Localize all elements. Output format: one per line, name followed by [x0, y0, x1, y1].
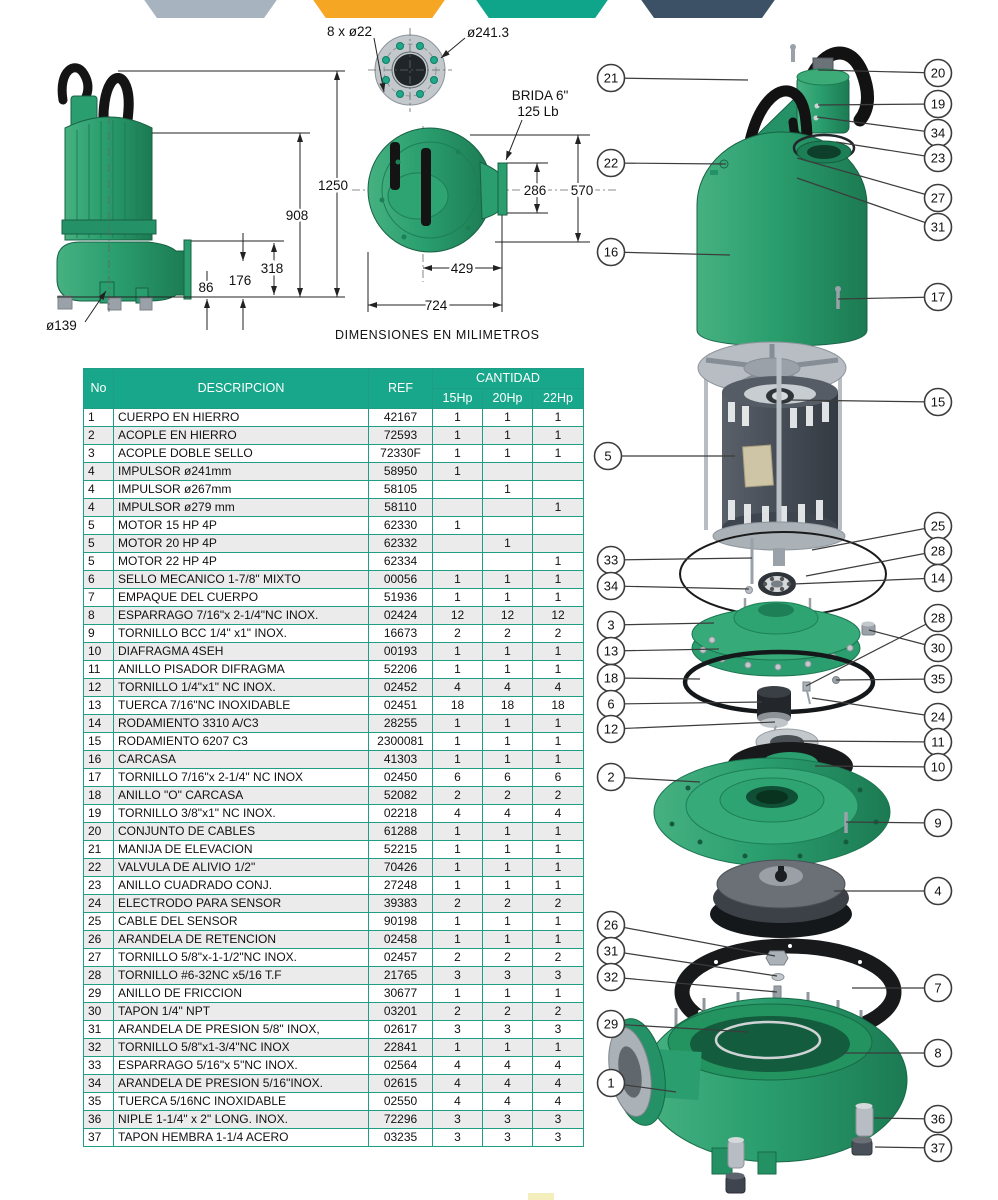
dimensions-note: DIMENSIONES EN MILIMETROS: [335, 328, 540, 342]
svg-text:4: 4: [934, 883, 942, 899]
dim-label-429: 429: [450, 261, 474, 276]
iron-coupling: [654, 758, 890, 866]
svg-text:2: 2: [607, 769, 615, 785]
table-row: 27 TORNILLO 5/8"x-1-1/2"NC INOX. 02457 2 2 2: [84, 949, 584, 967]
callout-35: [836, 666, 952, 693]
svg-text:12: 12: [603, 721, 619, 737]
table-row: 13 TUERCA 7/16"NC INOXIDABLE 02451 18 18 18: [84, 697, 584, 715]
svg-text:18: 18: [603, 670, 619, 686]
handle-strap-icon: [390, 142, 400, 190]
callout-33: [598, 547, 753, 574]
front-view-drawing: [335, 88, 618, 342]
svg-text:27: 27: [930, 190, 946, 206]
table-row: 4 IMPULSOR ø241mm 58950 1: [84, 463, 584, 481]
table-row: 26 ARANDELA DE RETENCION 02458 1 1 1: [84, 931, 584, 949]
table-row: 22 VALVULA DE ALIVIO 1/2" 70426 1 1 1: [84, 859, 584, 877]
impeller: [710, 860, 852, 938]
table-row: 2 ACOPLE EN HIERRO 72593 1 1 1: [84, 427, 584, 445]
table-row: 7 EMPAQUE DEL CUERPO 51936 1 1 1: [84, 589, 584, 607]
svg-text:32: 32: [603, 969, 619, 985]
niple: [856, 1106, 873, 1136]
discharge-flange: [184, 240, 191, 299]
col-header-ref: REF: [369, 369, 433, 409]
svg-text:16: 16: [603, 244, 619, 260]
table-row: 10 DIAFRAGMA 4SEH 00193 1 1 1: [84, 643, 584, 661]
callout-37: [875, 1135, 952, 1162]
table-row: 8 ESPARRAGO 7/16"x 2-1/4"NC INOX. 02424 12 12 12: [84, 607, 584, 625]
svg-text:34: 34: [930, 125, 946, 141]
dim-label-908: 908: [285, 208, 309, 223]
handle-strap-icon: [421, 148, 431, 226]
table-row: 20 CONJUNTO DE CABLES 61288 1 1 1: [84, 823, 584, 841]
table-row: 5 MOTOR 15 HP 4P 62330 1: [84, 517, 584, 535]
dim-label-286: 286: [523, 183, 547, 198]
table-row: 25 CABLE DEL SENSOR 90198 1 1 1: [84, 913, 584, 931]
mechanical-seal: [757, 686, 791, 735]
motor-label: [743, 445, 774, 487]
svg-text:13: 13: [603, 643, 619, 659]
dim-label-176: 176: [228, 273, 252, 288]
table-row: 5 MOTOR 20 HP 4P 62332 1: [84, 535, 584, 553]
table-row: 24 ELECTRODO PARA SENSOR 39383 2 2 2: [84, 895, 584, 913]
svg-text:10: 10: [930, 759, 946, 775]
callout-12: [598, 716, 776, 743]
table-row: 11 ANILLO PISADOR DIFRAGMA 52206 1 1 1: [84, 661, 584, 679]
svg-text:8: 8: [934, 1045, 942, 1061]
body-leg: [758, 1152, 776, 1174]
side-view-drawing: [46, 68, 348, 333]
svg-text:34: 34: [603, 578, 619, 594]
table-row: 18 ANILLO "O" CARCASA 52082 2 2 2: [84, 787, 584, 805]
table-row: 3 ACOPLE DOBLE SELLO 72330F 1 1 1: [84, 445, 584, 463]
flange-bolts-label: 8 x ø22: [326, 24, 372, 39]
callout-30: [869, 630, 952, 662]
table-row: 28 TORNILLO #6-32NC x5/16 T.F 21765 3 3 3: [84, 967, 584, 985]
svg-text:15: 15: [930, 394, 946, 410]
col-header-cantidad: CANTIDAD: [433, 369, 584, 389]
table-row: 4 IMPULSOR ø279 mm 58110 1: [84, 499, 584, 517]
table-row: 1 CUERPO EN HIERRO 42167 1 1 1: [84, 409, 584, 427]
callout-7: [852, 975, 952, 1002]
parts-table-body: [84, 409, 584, 1147]
brida-label-1: BRIDA 6": [511, 88, 569, 103]
svg-text:26: 26: [603, 917, 619, 933]
table-row: 6 SELLO MECANICO 1-7/8" MIXTO 00056 1 1 1: [84, 571, 584, 589]
svg-text:5: 5: [604, 448, 612, 464]
svg-text:21: 21: [603, 70, 619, 86]
page-artifact: [528, 1193, 554, 1200]
col-header-descripcion: DESCRIPCION: [114, 369, 369, 409]
bearing: [758, 572, 796, 596]
table-row: 37 TAPON HEMBRA 1-1/4 ACERO 03235 3 3 3: [84, 1129, 584, 1147]
table-row: 15 RODAMIENTO 6207 C3 2300081 1 1 1: [84, 733, 584, 751]
svg-text:25: 25: [930, 518, 946, 534]
pressure-washer: [772, 974, 784, 981]
table-row: 9 TORNILLO BCC 1/4" x1" INOX. 16673 2 2 2: [84, 625, 584, 643]
svg-text:28: 28: [930, 543, 946, 559]
callout-24: [812, 698, 952, 731]
washer: [746, 587, 753, 594]
svg-text:37: 37: [930, 1140, 946, 1156]
svg-text:9: 9: [934, 815, 942, 831]
flange-top-view: [327, 24, 509, 112]
niple: [728, 1140, 744, 1168]
dim-label-1250: 1250: [317, 178, 349, 193]
col-header-22hp: 22Hp: [533, 389, 584, 409]
col-header-15hp: 15Hp: [433, 389, 483, 409]
dim-label-724: 724: [424, 298, 448, 313]
callout-14: [793, 565, 952, 592]
retention-washer: [766, 951, 788, 965]
dim-label-suction: ø139: [46, 318, 77, 333]
cable-icon: [62, 68, 88, 100]
svg-text:20: 20: [930, 65, 946, 81]
callout-6: [598, 691, 763, 718]
svg-text:28: 28: [930, 610, 946, 626]
parts-table-header: [84, 369, 584, 409]
svg-text:35: 35: [930, 671, 946, 687]
table-row: 5 MOTOR 22 HP 4P 62334 1: [84, 553, 584, 571]
svg-text:11: 11: [931, 734, 945, 750]
exploded-view: [528, 44, 952, 1200]
svg-text:19: 19: [930, 96, 946, 112]
flange-diameter-label: ø241.3: [467, 25, 510, 40]
svg-text:31: 31: [930, 219, 946, 235]
svg-text:14: 14: [930, 570, 946, 586]
table-row: 17 TORNILLO 7/16"x 2-1/4" NC INOX 02450 6 6 6: [84, 769, 584, 787]
svg-text:6: 6: [607, 696, 615, 712]
table-row: 14 RODAMIENTO 3310 A/C3 28255 1 1 1: [84, 715, 584, 733]
pump-volute: [57, 242, 188, 301]
table-row: 12 TORNILLO 1/4"x1" NC INOX. 02452 4 4 4: [84, 679, 584, 697]
table-row: 21 MANIJA DE ELEVACION 52215 1 1 1: [84, 841, 584, 859]
table-row: 16 CARCASA 41303 1 1 1: [84, 751, 584, 769]
svg-text:30: 30: [930, 640, 946, 656]
table-row: 32 TORNILLO 5/8"x1-3/4"NC INOX 22841 1 1 1: [84, 1039, 584, 1057]
discharge-flange-front: [498, 163, 507, 215]
callout-4: [834, 878, 952, 905]
svg-text:31: 31: [603, 943, 619, 959]
table-row: 23 ANILLO CUADRADO CONJ. 27248 1 1 1: [84, 877, 584, 895]
table-row: 34 ARANDELA DE PRESION 5/16"INOX. 02615 4 4 4: [84, 1075, 584, 1093]
table-row: 29 ANILLO DE FRICCION 30677 1 1 1: [84, 985, 584, 1003]
svg-text:1: 1: [607, 1075, 615, 1091]
table-row: 35 TUERCA 5/16NC INOXIDABLE 02550 4 4 4: [84, 1093, 584, 1111]
svg-text:36: 36: [930, 1111, 946, 1127]
callout-34: [598, 573, 750, 600]
table-row: 19 TORNILLO 3/8"x1" NC INOX. 02218 4 4 4: [84, 805, 584, 823]
col-header-no: No: [84, 369, 114, 409]
dim-label-318: 318: [260, 261, 284, 276]
dim-label-86: 86: [198, 280, 214, 295]
svg-text:7: 7: [934, 980, 942, 996]
svg-text:33: 33: [603, 552, 619, 568]
svg-text:23: 23: [930, 150, 946, 166]
callout-5: [595, 443, 736, 470]
brida-label-2: 125 Lb: [517, 104, 559, 119]
svg-text:22: 22: [603, 155, 619, 171]
parts-table: [83, 368, 584, 1147]
svg-text:24: 24: [930, 709, 946, 725]
svg-text:29: 29: [603, 1016, 619, 1032]
dim-label-570: 570: [570, 183, 594, 198]
svg-text:17: 17: [930, 289, 946, 305]
table-row: 30 TAPON 1/4" NPT 03201 2 2 2: [84, 1003, 584, 1021]
table-row: 31 ARANDELA DE PRESION 5/8" INOX, 02617 3 3 3: [84, 1021, 584, 1039]
table-row: 4 IMPULSOR ø267mm 58105 1: [84, 481, 584, 499]
col-header-20hp: 20Hp: [483, 389, 533, 409]
callout-21: [598, 65, 749, 92]
svg-text:3: 3: [607, 617, 615, 633]
table-row: 33 ESPARRAGO 5/16"x 5"NC INOX. 02564 4 4 4: [84, 1057, 584, 1075]
table-row: 36 NIPLE 1-1/4" x 2" LONG. INOX. 72296 3 3 3: [84, 1111, 584, 1129]
